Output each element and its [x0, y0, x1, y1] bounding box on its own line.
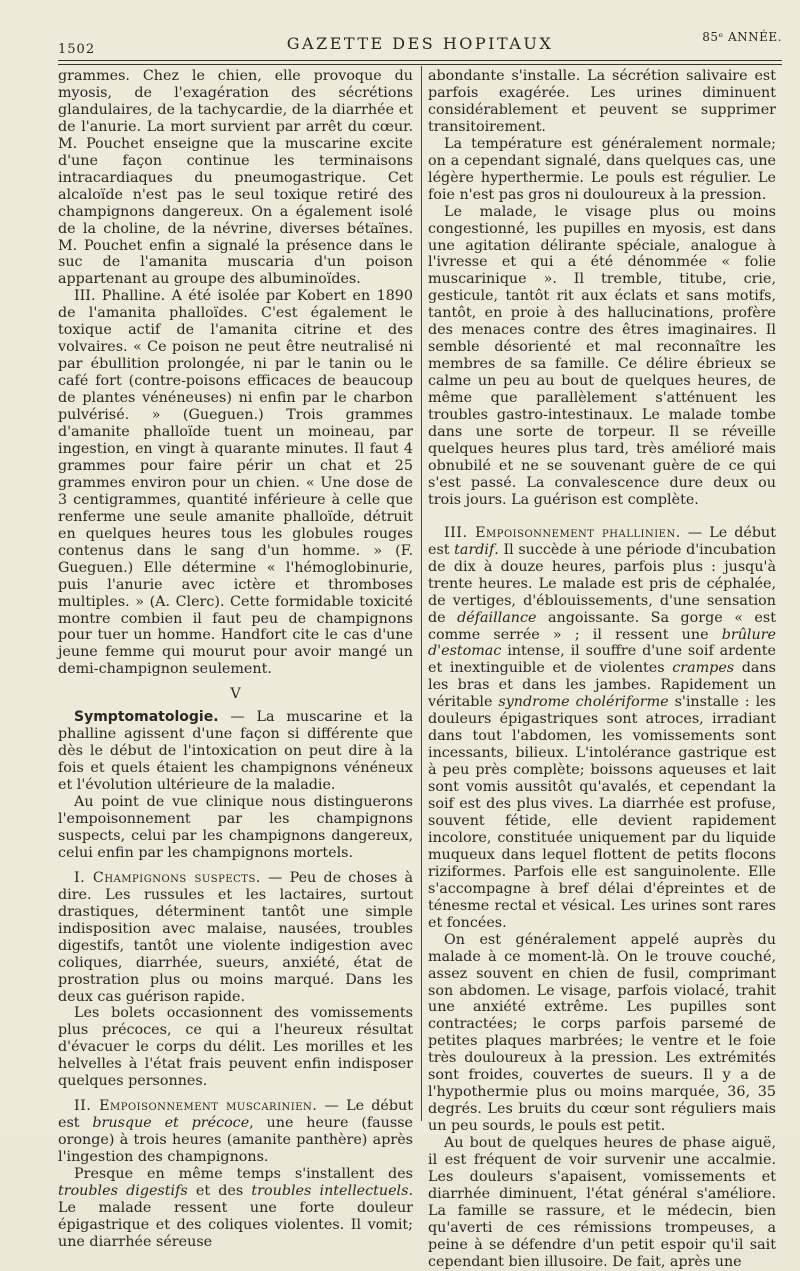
journal-title: GAZETTE DES HOPITAUX	[286, 34, 554, 53]
subsection-heading: III. Empoisonnement phallinien.	[444, 524, 681, 541]
section-heading: Symptomatologie.	[74, 709, 219, 726]
paragraph: II. Empoisonnement muscarinien. — Le début est brusque et précoce, une heure (fausse oronge) à trois heures (amanite panthère) après l'ingestion des champignons.	[58, 1098, 413, 1166]
paragraph: La température est généralement normale; on a cependant signalé, dans quelques cas, une légère hyperthermie. Le pouls est régulier. Le foie n'est pas gros ni douloureux à la pression.	[428, 135, 776, 203]
paragraph: grammes. Chez le chien, elle provoque du myosis, de l'exagération des sécrétions glandulaires, de la tachycardie, de la diarrhée et de l'anurie. La mort survient par arrêt du cœur. M. Pouchet enseigne que la muscarine excite d'une façon continue les terminaisons intracardiaques du pneumogastrique. Cet alcaloïde n'est pas le seul toxique retiré des champignons dangereux. On a également isolé de la choline, de la névrine, diverses bétaïnes. M. Pouchet enfin a signalé la présence dans le suc de l'amanita muscaria d'un poison appartenant au groupe des albuminoïdes.	[58, 68, 413, 288]
page-header	[58, 30, 782, 58]
paragraph: Au bout de quelques heures de phase aiguë, il est fréquent de voir survenir une accalmie. Les douleurs s'apaisent, vomissements et diarrhée diminuent, l'état général s'améliore. La famille se rassure, et le médecin, bien qu'averti de ces rémissions trompeuses, a peine à se défendre d'un petit espoir qu'il sait cependant bien illusoire. De fait, après une	[428, 1135, 776, 1270]
paragraph: On est généralement appelé auprès du malade à ce moment-là. On le trouve couché, assez souvent en chien de fusil, comprimant son abdomen. Le visage, parfois violacé, trahit une anxiété extrême. Les pupilles sont contractées; le corps parfois parsemé de petites plaques marbrées; le ventre et le foie très douloureux à la pression. Les extrémités sont froides, couvertes de sueurs. Il y a de l'hypothermie plus ou moins marquée, 36, 35 degrés. Les bruits du cœur sont réguliers mais un peu sourds, le pouls est petit.	[428, 931, 776, 1135]
paragraph: Au point de vue clinique nous distinguerons l'empoisonnement par les champignons suspects, celui par les champignons dangereux, celui enfin par les champignons mortels.	[58, 794, 413, 861]
paragraph: I. Champignons suspects. — Peu de choses à dire. Les russules et les lactaires, surtout drastiques, déterminent tantôt une simple indisposition avec malaise, nausées, troubles digestifs, tantôt une violente indigestion avec coliques, diarrhée, sueurs, anxiété, état de prostration plus ou moins marqué. Dans les deux cas guérison rapide.	[58, 869, 414, 1005]
paragraph: Presque en même temps s'installent des troubles digestifs et des troubles intellectuels. Le malade ressent une forte douleur épigastrique et des coliques violentes. Il vomit; une diarrhée séreuse	[58, 1166, 413, 1250]
left-column	[58, 68, 413, 1251]
paragraph: III. Empoisonnement phallinien. — Le début est tardif. Il succède à une période d'incubation de dix à douze heures, parfois plus : jusqu'à trente heures. Le malade est pris de céphalée, de vertiges, d'éblouissements, d'une sensation de défaillance angoissante. Sa gorge « est comme serrée » ; il ressent une brûlure d'estomac intense, il souffre d'une soif ardente et inextinguible et de violentes crampes dans les bras et dans les jambes. Rapidement un véritable syndrome cholériforme s'installe : les douleurs épigastriques sont atroces, irradiant dans tout l'abdomen, les vomissements sont incessants, bilieux. L'intolérance gastrique est à peu près complète; boissons aqueuses et lait sont vomis aussitôt qu'avalés, et cependant la soif est des plus vives. La diarrhée est profuse, souvent fétide, elle devient rapidement incolore, constituée uniquement par du liquide muqueux dans lequel flottent de petits flocons riziformes. Parfois elle est sanguinolente. Elle s'accompagne à bref délai d'épreintes et de ténesme rectal et vésical. Les urines sont rares et foncées.	[428, 524, 776, 931]
subsection-heading: I. Champignons suspects.	[74, 869, 261, 886]
section-numeral: V	[230, 686, 241, 703]
right-column	[428, 68, 776, 1271]
paragraph: Le malade, le visage plus ou moins congestionné, les pupilles en myosis, est dans une agitation délirante spéciale, analogue à l'ivresse et qui a été dénommée « folie muscarinique ». Il tremble, titube, crie, gesticule, tantôt rit aux éclats et sans motifs, tantôt, en proie à des hallucinations, profère des menaces contre des êtres imaginaires. Il semble désorienté et mal reconnaître les membres de sa famille. Ce délire ébrieux se calme un peu au bout de quelques heures, de même que parallèlement s'atténuent les troubles gastro-intestinaux. Le malade tombe dans une sorte de torpeur. Il se réveille quelques heures plus tard, très amélioré mais obnubilé et ne se souvenant guère de ce qui s'est passé. La convalescence dure deux ou trois jours. La guérison est complète.	[428, 203, 776, 508]
header-rule-bottom	[58, 64, 782, 65]
paragraph: Symptomatologie. — La muscarine et la phalline agissent d'une façon si différente que dès le début de l'intoxication on peut dire à la fois et quels étaient les champignons vénéneux et l'évolution ultérieure de la maladie.	[58, 709, 413, 794]
paragraph: III. Phalline. A été isolée par Kobert en 1890 de l'amanita phalloïdes. C'est également le toxique actif de l'amanita citrine et des volvaires. « Ce poison ne peut être neutralisé ni par ébullition prolongée, ni par le tanin ou le café fort (contre-poisons efficaces de beaucoup de plantes vénéneuses) ni enfin par le charbon pulvérisé. » (Gueguen.) Trois grammes d'amanite phalloïde tuent un moineau, par ingestion, en vingt à quarante minutes. Il faut 4 grammes pour faire périr un chat et 25 grammes environ pour un chien. « Une dose de 3 centigrammes, quantité inférieure à celle que renferme une seule amanite phalloïde, détruit en quelques heures tous les globules rouges contenus dans le sang d'un homme. » (F. Gueguen.) Elle détermine « l'hémoglobinurie, puis l'anurie avec ictère et thromboses multiples. » (A. Clerc). Cette formidable toxicité montre combien il faut peu de champignons pour tuer un homme. Handfort cite le cas d'une jeune femme qui mourut pour avoir mangé un demi-champignon seulement.	[58, 288, 413, 678]
column-divider	[421, 66, 422, 1121]
header-rule-top	[58, 60, 782, 61]
year-label: 85ᵉ ANNÉE.	[702, 30, 782, 44]
paragraph: abondante s'installe. La sécrétion salivaire est parfois exagérée. Les urines diminuent considérablement et peuvent se supprimer transitoirement.	[428, 68, 776, 135]
subsection-heading: II. Empoisonnement muscarinien.	[74, 1098, 318, 1115]
page-number: 1502	[58, 42, 96, 57]
paragraph: Les bolets occasionnent des vomissements plus précoces, ce qui a l'heureux résultat d'évacuer le corps du délit. Les morilles et les helvelles à l'état frais peuvent enfin indisposer quelques personnes.	[58, 1005, 413, 1090]
